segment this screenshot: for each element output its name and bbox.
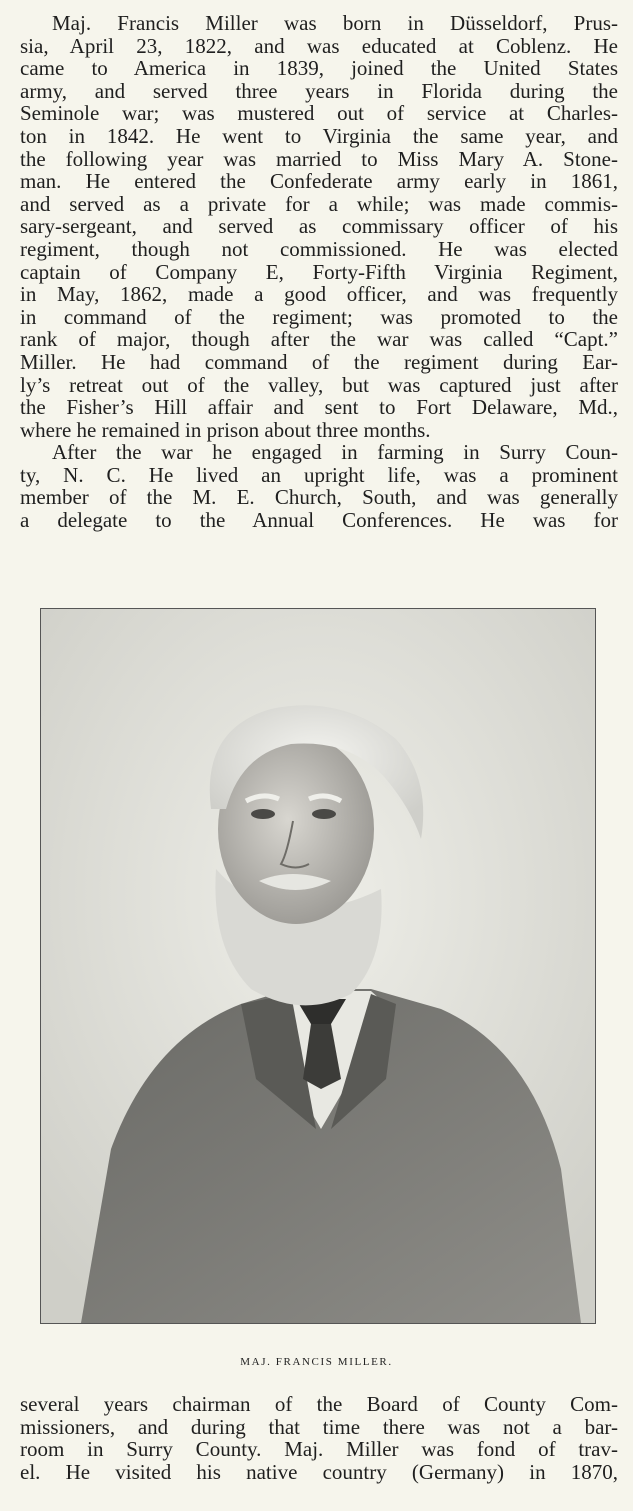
text-line: the Fisher’s Hill affair and sent to Fort Delaware, Md., bbox=[20, 395, 618, 420]
text-line: missioners, and during that time there was not a bar- bbox=[20, 1414, 618, 1439]
text-line: rank of major, though after the war was called “Capt.” bbox=[20, 327, 618, 352]
text-line: ton in 1842. He went to Virginia the same year, and bbox=[20, 123, 618, 148]
text-line: in command of the regiment; was promoted to the bbox=[20, 304, 618, 329]
text-line: regiment, though not commissioned. He was elected bbox=[20, 236, 618, 261]
text-line: a delegate to the Annual Conferences. He was for bbox=[20, 508, 618, 533]
text-line: came to America in 1839, joined the United States bbox=[20, 56, 618, 81]
text-line: member of the M. E. Church, South, and was generally bbox=[20, 485, 618, 510]
body-text-top bbox=[20, 12, 618, 532]
text-line: sia, April 23, 1822, and was educated at Coblenz. He bbox=[20, 33, 618, 58]
text-line: army, and served three years in Florida during the bbox=[20, 78, 618, 103]
text-line: Seminole war; was mustered out of service at Charles- bbox=[20, 101, 618, 126]
text-line: ly’s retreat out of the valley, but was captured just after bbox=[20, 372, 618, 397]
text-line: and served as a private for a while; was made commis- bbox=[20, 191, 618, 216]
text-line: Miller. He had command of the regiment during Ear- bbox=[20, 349, 618, 374]
text-line: man. He entered the Confederate army early in 1861, bbox=[20, 169, 618, 194]
text-line: After the war he engaged in farming in Surry Coun- bbox=[52, 440, 618, 465]
portrait-photo bbox=[40, 608, 596, 1324]
portrait-illustration bbox=[41, 609, 595, 1323]
text-line: sary-sergeant, and served as commissary officer of his bbox=[20, 214, 618, 239]
text-line: room in Surry County. Maj. Miller was fond of trav- bbox=[20, 1437, 618, 1462]
text-line: Maj. Francis Miller was born in Düsseldorf, Prus- bbox=[52, 11, 618, 35]
text-line: captain of Company E, Forty-Fifth Virginia Regiment, bbox=[20, 259, 618, 284]
text-line: several years chairman of the Board of County Com- bbox=[20, 1392, 618, 1416]
photo-caption: MAJ. FRANCIS MILLER. bbox=[240, 1356, 393, 1368]
text-line: in May, 1862, made a good officer, and was frequently bbox=[20, 282, 618, 307]
text-line: where he remained in prison about three months. bbox=[20, 417, 431, 442]
body-text-bottom bbox=[20, 1393, 618, 1483]
text-line: ty, N. C. He lived an upright life, was a prominent bbox=[20, 462, 618, 487]
text-line: el. He visited his native country (Germany) in 1870, bbox=[20, 1459, 618, 1484]
text-line: the following year was married to Miss Mary A. Stone- bbox=[20, 146, 618, 171]
